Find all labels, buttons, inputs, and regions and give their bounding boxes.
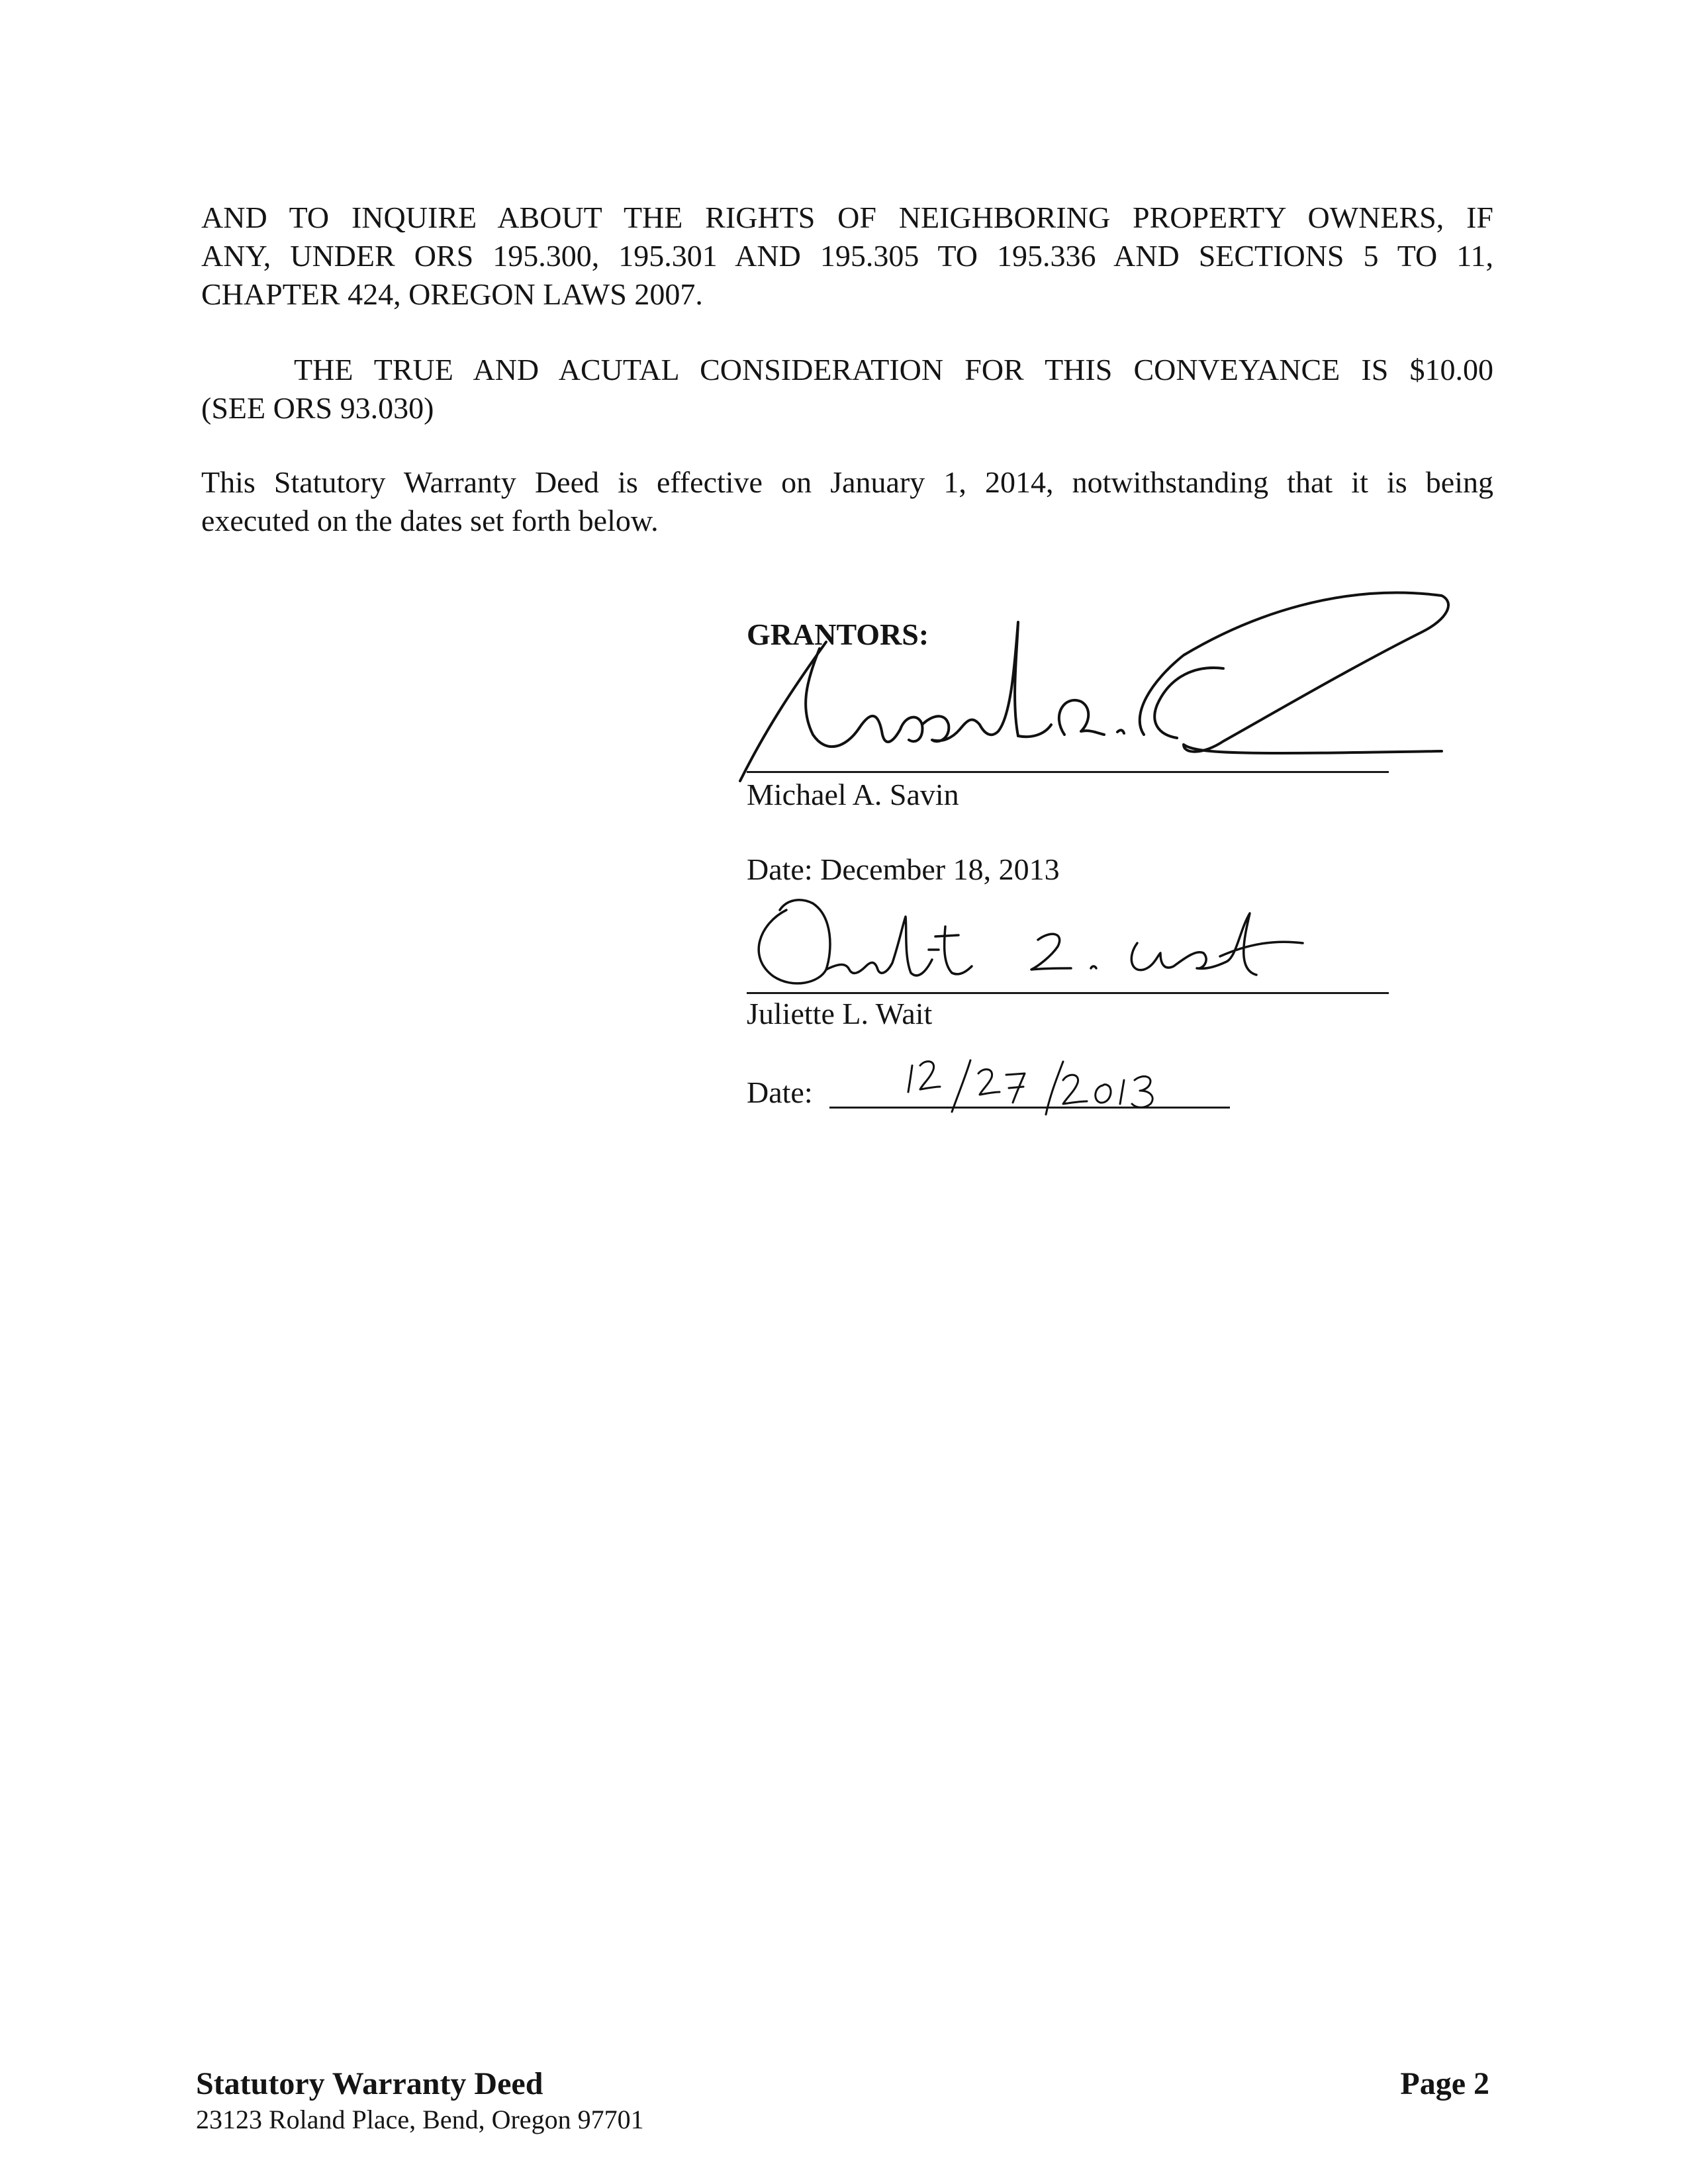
handwritten-date <box>859 1046 1203 1118</box>
michael-savin-signature <box>720 556 1462 794</box>
paragraph-line: This Statutory Warranty Deed is effective on January 1, 2014, notwithstanding that it is being <box>201 465 1493 499</box>
paragraph-line: THE TRUE AND ACUTAL CONSIDERATION FOR THIS CONVEYANCE IS $10.00 <box>294 353 1493 387</box>
paragraph-line: executed on the dates set forth below. <box>201 504 659 537</box>
footer-title: Statutory Warranty Deed <box>196 2066 543 2101</box>
ors-inquiry-paragraph <box>201 199 1493 314</box>
grantors-heading: GRANTORS: <box>747 617 929 651</box>
paragraph-line: (SEE ORS 93.030) <box>201 391 434 425</box>
consideration-paragraph <box>201 351 1493 428</box>
footer-document-info <box>196 2065 644 2136</box>
effective-date-paragraph <box>201 463 1493 540</box>
paragraph-line: ANY, UNDER ORS 195.300, 195.301 AND 195.305 TO 195.336 AND SECTIONS 5 TO 11, <box>201 239 1493 273</box>
signature-line-grantor-1 <box>747 771 1389 773</box>
page-number: Page 2 <box>1400 2066 1489 2101</box>
paragraph-line: CHAPTER 424, OREGON LAWS 2007. <box>201 277 703 311</box>
grantor-2-date-label: Date: <box>747 1075 813 1109</box>
juliette-wait-signature <box>747 890 1342 996</box>
grantor-1-date: Date: December 18, 2013 <box>747 852 1060 886</box>
grantors-signature-block <box>747 596 1409 1125</box>
paragraph-line: AND TO INQUIRE ABOUT THE RIGHTS OF NEIGHBORING PROPERTY OWNERS, IF <box>201 201 1493 234</box>
signature-line-grantor-2 <box>747 992 1389 994</box>
footer-address: 23123 Roland Place, Bend, Oregon 97701 <box>196 2105 644 2134</box>
grantor-1-name: Michael A. Savin <box>747 778 959 811</box>
grantor-2-name: Juliette L. Wait <box>747 997 933 1030</box>
